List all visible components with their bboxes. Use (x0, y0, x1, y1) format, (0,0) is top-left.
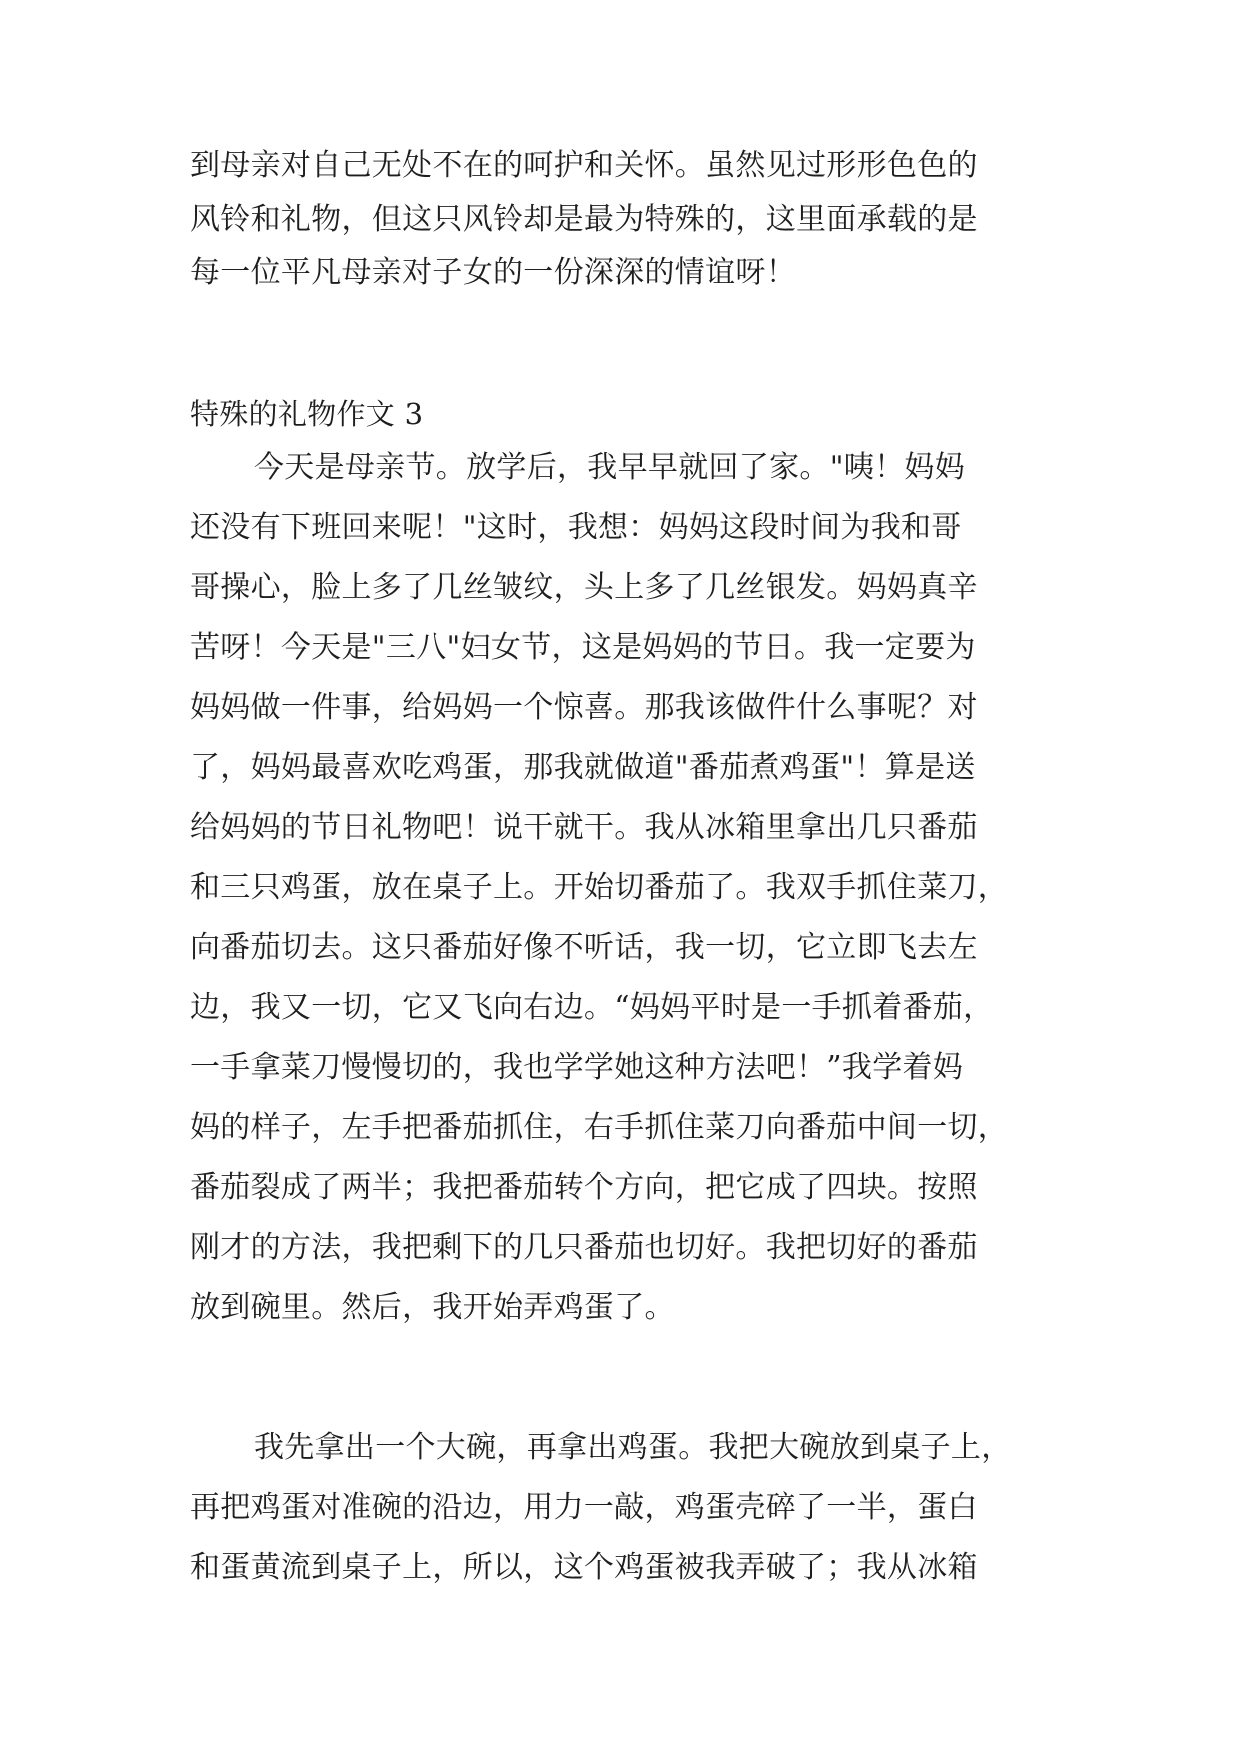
paragraph-line: 和三只鸡蛋，放在桌子上。开始切番茄了。我双手抓住菜刀， (190, 870, 1009, 905)
paragraph-line: 我先拿出一个大碗，再拿出鸡蛋。我把大碗放到桌子上， (254, 1430, 1012, 1465)
paragraph-line: 今天是母亲节。放学后，我早早就回了家。"咦！妈妈 (254, 450, 965, 485)
paragraph-line: 番茄裂成了两半；我把番茄转个方向，把它成了四块。按照 (190, 1170, 978, 1205)
paragraph-line: 再把鸡蛋对准碗的沿边，用力一敲，鸡蛋壳碎了一半，蛋白 (190, 1490, 978, 1525)
paragraph-line: 给妈妈的节日礼物吧！说干就干。我从冰箱里拿出几只番茄 (190, 810, 978, 845)
paragraph-line: 妈的样子，左手把番茄抓住，右手抓住菜刀向番茄中间一切， (190, 1110, 1009, 1145)
section-heading: 特殊的礼物作文 3 (190, 397, 424, 431)
paragraph-line: 和蛋黄流到桌子上，所以，这个鸡蛋被我弄破了；我从冰箱 (190, 1550, 978, 1585)
paragraph-line: 了，妈妈最喜欢吃鸡蛋，那我就做道"番茄煮鸡蛋"！算是送 (190, 750, 976, 785)
paragraph-line: 边，我又一切，它又飞向右边。“妈妈平时是一手抓着番茄， (190, 990, 994, 1025)
paragraph-line: 到母亲对自己无处不在的呵护和关怀。虽然见过形形色色的 (190, 148, 978, 183)
paragraph-line: 哥操心，脸上多了几丝皱纹，头上多了几丝银发。妈妈真辛 (190, 570, 978, 605)
paragraph-line: 还没有下班回来呢！"这时，我想：妈妈这段时间为我和哥 (190, 510, 962, 545)
paragraph-line: 向番茄切去。这只番茄好像不听话，我一切，它立即飞去左 (190, 930, 978, 965)
paragraph-line: 风铃和礼物，但这只风铃却是最为特殊的，这里面承载的是 (190, 202, 978, 237)
paragraph-line: 刚才的方法，我把剩下的几只番茄也切好。我把切好的番茄 (190, 1230, 978, 1265)
paragraph-line: 放到碗里。然后，我开始弄鸡蛋了。 (190, 1290, 675, 1325)
paragraph-line: 每一位平凡母亲对子女的一份深深的情谊呀！ (190, 255, 796, 290)
paragraph-line: 妈妈做一件事，给妈妈一个惊喜。那我该做件什么事呢？对 (190, 690, 978, 725)
paragraph-line: 一手拿菜刀慢慢切的，我也学学她这种方法吧！”我学着妈 (190, 1050, 964, 1085)
paragraph-line: 苦呀！今天是"三八"妇女节，这是妈妈的节日。我一定要为 (190, 630, 976, 665)
